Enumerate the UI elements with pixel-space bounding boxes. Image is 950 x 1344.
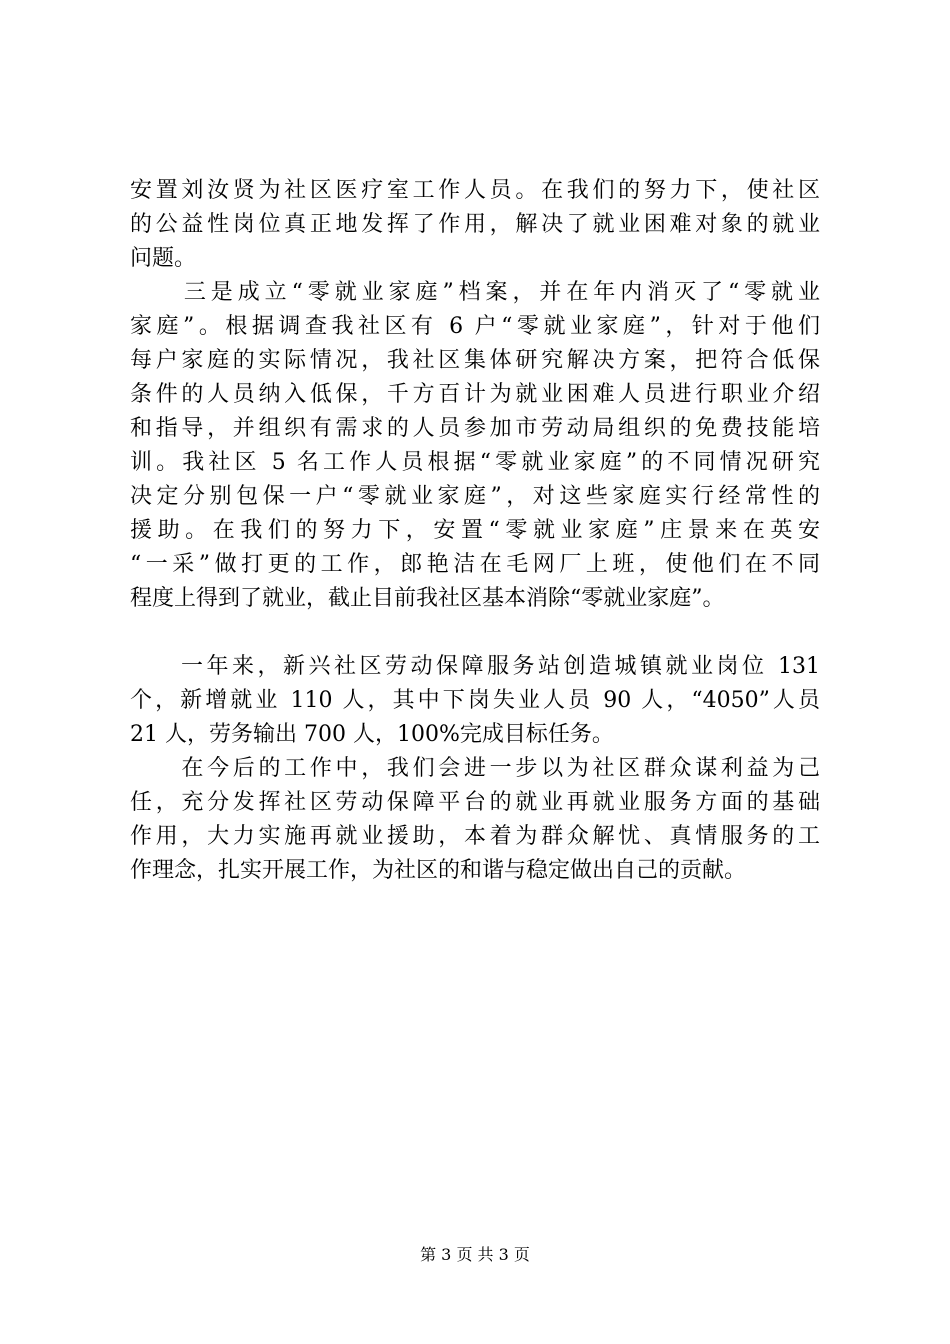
text-line: 程度上得到了就业，截止目前我社区基本消除“零就业家庭”。 [130,586,725,611]
text-line: 和指导，并组织有需求的人员参加市劳动局组织的免费技能培 [130,416,820,441]
text-line: 一年来，新兴社区劳动保障服务站创造城镇就业岗位 131 [130,654,820,679]
text-line: 家庭”。根据调查我社区有 6 户“零就业家庭”，针对于他们 [130,314,820,339]
text-line: 三是成立“零就业家庭”档案，并在年内消灭了“零就业 [130,280,820,305]
text-line: 在今后的工作中，我们会进一步以为社区群众谋利益为己 [130,756,820,781]
page-footer: 第 3 页 共 3 页 [420,1245,530,1264]
paragraph-4 [130,752,820,888]
text-line: 援助。在我们的努力下，安置“零就业家庭”庄景来在英安 [130,518,820,543]
text-line: 个，新增就业 110 人，其中下岗失业人员 90 人，“4050”人员 [130,688,820,713]
text-line: 作理念，扎实开展工作，为社区的和谐与稳定做出自己的贡献。 [130,858,747,883]
text-line: 训。我社区 5 名工作人员根据“零就业家庭”的不同情况研究 [130,450,820,475]
text-line: “一采”做打更的工作，郎艳洁在毛网厂上班，使他们在不同 [130,552,820,577]
paragraph-1 [130,174,820,276]
text-line: 每户家庭的实际情况，我社区集体研究解决方案，把符合低保 [130,348,820,373]
document-body [130,174,820,888]
text-line: 安置刘汝贤为社区医疗室工作人员。在我们的努力下，使社区 [130,178,820,203]
text-line: 任，充分发挥社区劳动保障平台的就业再就业服务方面的基础 [130,790,820,815]
text-line: 条件的人员纳入低保，千方百计为就业困难人员进行职业介绍 [130,382,820,407]
text-line: 作用，大力实施再就业援助，本着为群众解忧、真情服务的工 [130,824,820,849]
text-line: 决定分别包保一户“零就业家庭”，对这些家庭实行经常性的 [130,484,820,509]
paragraph-gap [130,616,820,650]
paragraph-3 [130,650,820,752]
text-line: 的公益性岗位真正地发挥了作用，解决了就业困难对象的就业 [130,212,820,237]
text-line: 21 人，劳务输出 700 人，100%完成目标任务。 [130,722,614,747]
text-line: 问题。 [130,246,197,271]
paragraph-2 [130,276,820,616]
